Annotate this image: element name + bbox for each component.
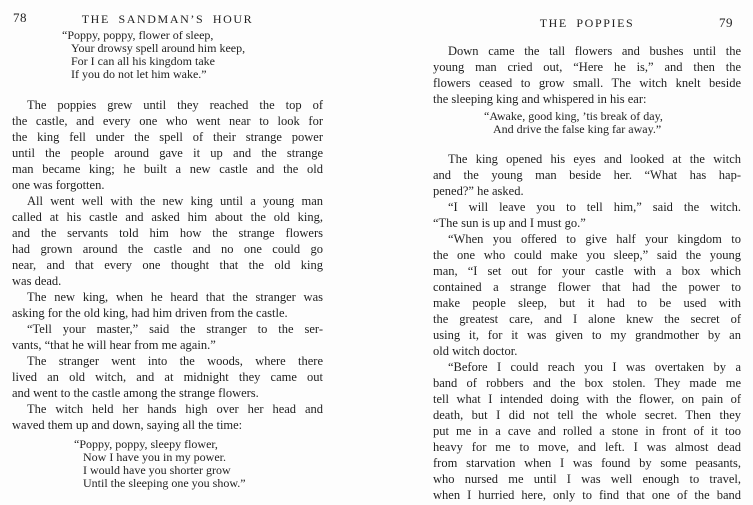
paragraph — [433, 43, 741, 107]
text-line: flowers ceased to grow small. The witch knelt beside — [433, 76, 741, 90]
text-line: the castle, and every one who went near to look for — [12, 114, 323, 128]
body-text-left — [12, 97, 323, 433]
page-left — [12, 0, 323, 505]
text-line: “Tell your master,” said the stranger to the ser- — [27, 322, 323, 336]
text-line: one was forgotten. — [12, 178, 105, 192]
text-line: “Awake, good king, ’tis break of day, — [484, 109, 663, 123]
text-line: And drive the false king far away.” — [493, 122, 662, 136]
text-line: pened?” he asked. — [433, 184, 524, 198]
text-line: had grown around the castle and no one could go — [12, 242, 323, 256]
text-line: Down came the tall flowers and bushes until the — [448, 44, 741, 58]
text-line: death, but I did not tell the whole secret. Then they — [433, 408, 741, 422]
text-line: and the young man beside her. “What has hap- — [433, 168, 741, 182]
page-number-left: 78 — [13, 10, 27, 25]
text-line: If you do not let him wake.” — [71, 67, 207, 81]
text-line: the one who could make you sleep,” said the young — [433, 248, 741, 262]
text-line: man, “I set out for your castle with a box which — [433, 264, 741, 278]
text-line: vants, “that he will hear from me again.” — [12, 338, 216, 352]
text-line: lived an old witch, and at midnight they came out — [12, 370, 323, 384]
paragraph — [12, 193, 323, 289]
text-line: asking for the old king, had him driven from the castle. — [12, 306, 288, 320]
text-line: the greatest care, and I alone knew the secret of — [433, 312, 741, 326]
text-line: contained a strange flower that had the power to — [433, 280, 741, 294]
text-line: and went to the castle among the strange flowers. — [12, 386, 259, 400]
text-line: “I will leave you to tell him,” said the witch. — [448, 200, 741, 214]
text-line: man became king; he built a new castle and the old — [12, 162, 323, 176]
text-line: young man cried out, “Here he is,” and then the — [433, 60, 741, 74]
text-line: For I can all his kingdom take — [71, 54, 215, 68]
text-line: using it, for it was given to my grandmother by an — [433, 328, 741, 342]
paragraph — [12, 321, 323, 353]
text-line: and the servants told him how the strange flowers — [12, 226, 323, 240]
text-line: “When you offered to give half your kingdom to — [448, 232, 741, 246]
body-text-right-intro — [433, 43, 741, 107]
text-line: “The sun is up and I must go.” — [433, 216, 586, 230]
text-line: until the people around gave it up and the strange — [12, 146, 323, 160]
paragraph — [433, 231, 741, 359]
text-line: put me in a cave and rolled a stone in front of it too — [433, 424, 741, 438]
paragraph — [12, 97, 323, 193]
text-line: The king opened his eyes and looked at the witch — [448, 152, 741, 166]
witch-verse — [484, 110, 663, 136]
text-line: The witch held her hands high over her head and — [27, 402, 323, 416]
text-line: Your drowsy spell around him keep, — [71, 41, 246, 55]
paragraph — [12, 353, 323, 401]
text-line: when I hurried here, only to find that one of the band — [433, 488, 741, 502]
text-line: “Before I could reach you I was overtaken by a — [448, 360, 741, 374]
paragraph — [433, 199, 741, 231]
closing-verse — [74, 438, 246, 490]
running-head-right: THE POPPIES — [539, 16, 635, 30]
text-line: heavy for me to move, and left. I was almost dead — [433, 440, 741, 454]
text-line: from starvation when I was found by some peasants, — [433, 456, 741, 470]
paragraph — [433, 359, 741, 503]
text-line: old witch doctor. — [433, 344, 518, 358]
opening-verse — [62, 29, 245, 81]
page-number-right: 79 — [719, 15, 733, 30]
text-line: Now I have you in my power. — [83, 450, 226, 464]
text-line: the king fell under the spell of their strange power — [12, 130, 323, 144]
text-line: the sleeping king and whispered in his ear: — [433, 92, 647, 106]
text-line: tell what I intended doing with the flower, on pain of — [433, 392, 741, 406]
text-line: I would have you shorter grow — [83, 463, 231, 477]
paragraph — [12, 401, 323, 433]
paragraph — [433, 151, 741, 199]
page-right — [433, 0, 741, 505]
running-head-left: THE SANDMAN’S HOUR — [81, 12, 254, 26]
text-line: make people sleep, but it had to be used with — [433, 296, 741, 310]
text-line: “Poppy, poppy, sleepy flower, — [74, 437, 218, 451]
text-line: The stranger went into the woods, where there — [27, 354, 323, 368]
text-line: The poppies grew until they reached the top of — [27, 98, 323, 112]
text-line: The new king, when he heard that the stranger was — [27, 290, 323, 304]
body-text-right-main — [433, 151, 741, 503]
text-line: “Poppy, poppy, flower of sleep, — [62, 28, 214, 42]
text-line: Until the sleeping one you show.” — [83, 476, 246, 490]
text-line: All went well with the new king until a young man — [27, 194, 323, 208]
text-line: who nursed me until I was well enough to travel, — [433, 472, 741, 486]
text-line: called at his castle and asked him about the old king, — [12, 210, 323, 224]
text-line: waved them up and down, saying all the time: — [12, 418, 243, 432]
paragraph — [12, 289, 323, 321]
text-line: band of robbers and the box stolen. They made me — [433, 376, 741, 390]
text-line: near, and that every one thought that the old king — [12, 258, 323, 272]
text-line: was dead. — [12, 274, 62, 288]
